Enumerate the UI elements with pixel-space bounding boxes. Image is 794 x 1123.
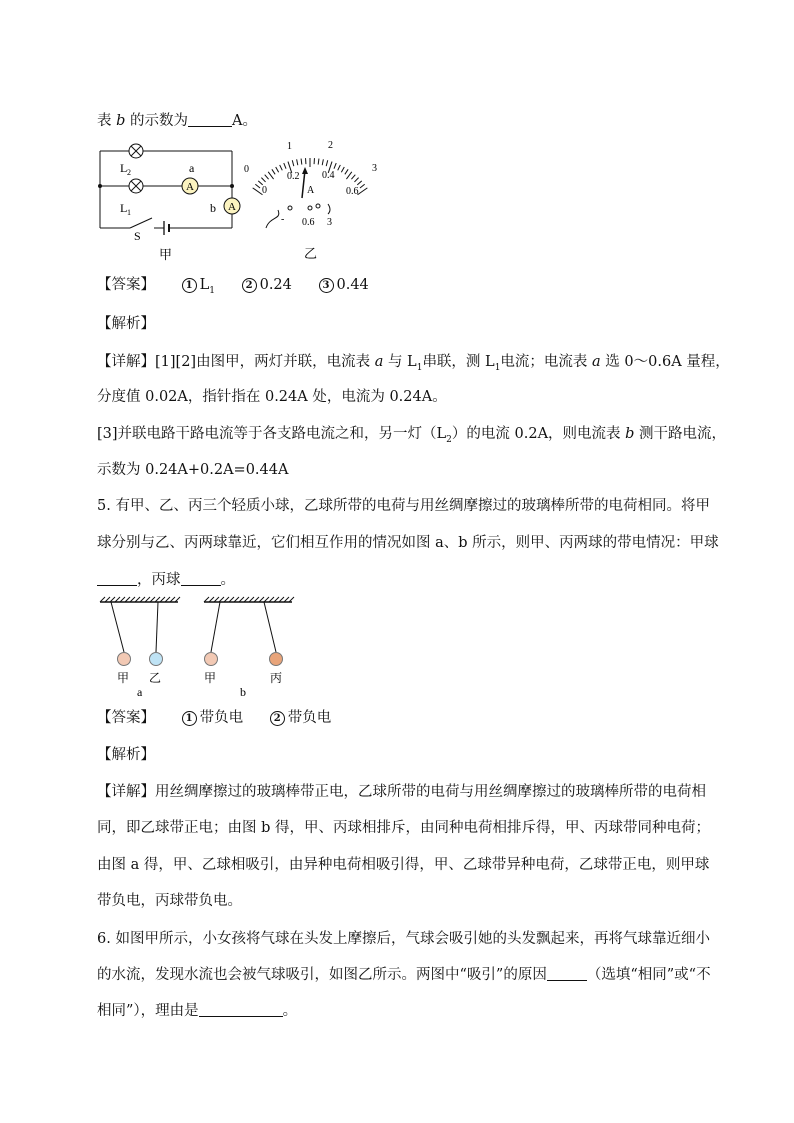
q4-detail-line-1: 【详解】[1][2]由图甲，两灯并联，电流表 a 与 $L_1$串联，测 $L_1$电流；电流表 a 选 0～0.6A 量程，: [97, 354, 730, 373]
ammeter-a-icon: [182, 178, 198, 194]
lamp-l2-icon: [129, 144, 143, 158]
dial-tick: [346, 172, 351, 179]
svg-text:0.4: 0.4: [322, 170, 335, 181]
answer-blank: [181, 571, 221, 586]
dial-tick: [322, 159, 323, 165]
dial-tick: [357, 181, 361, 185]
dial-tick: [360, 184, 365, 188]
dial-tick: [261, 178, 265, 182]
dial-tick: [292, 160, 294, 166]
dial-tick: [280, 165, 283, 170]
ammeter-b-icon: [224, 198, 240, 214]
pointer-needle: [302, 170, 305, 198]
svg-text:甲: 甲: [204, 671, 217, 685]
svg-text:b: b: [210, 201, 216, 215]
q5-detail-line-3: 由图 a 得，甲、乙球相吸引，由异种电荷相吸引得，甲、乙球带异种电荷，乙球带正电，则甲球: [97, 857, 710, 873]
svg-text:乙: 乙: [149, 671, 162, 685]
svg-text:0.2: 0.2: [287, 171, 300, 182]
q6-line-1: 6. 如图甲所示，小女孩将气球在头发上摩擦后，气球会吸引她的头发飘起来，再将气球靠近细小: [97, 931, 710, 947]
svg-text:乙: 乙: [304, 246, 318, 261]
svg-text:0.6: 0.6: [302, 217, 315, 228]
svg-text:0.6: 0.6: [346, 186, 359, 197]
q5-line-3: ，丙球 。: [97, 570, 235, 590]
dial-tick: [318, 159, 319, 165]
answer-blank: [188, 112, 232, 127]
ball-jia-a: [118, 653, 131, 666]
svg-text:1: 1: [287, 141, 292, 152]
svg-text:2: 2: [328, 140, 333, 151]
svg-text:a: a: [137, 685, 143, 699]
svg-text:甲: 甲: [159, 247, 173, 262]
svg-text:2: 2: [127, 168, 131, 177]
svg-text:3: 3: [327, 217, 332, 228]
q5-analysis-label: 【解析】: [97, 747, 155, 763]
svg-text:1: 1: [127, 208, 131, 217]
svg-text:b: b: [240, 685, 246, 699]
q5-detail-line-2: 同，即乙球带正电；由图 b 得，甲、丙球相排斥，由同种电荷相排斥得，甲、丙球带同种电荷；: [97, 820, 710, 836]
q5-detail-line-1: 【详解】用丝绸摩擦过的玻璃棒带正电，乙球所带的电荷与用丝绸摩擦过的玻璃棒所带的电荷相: [97, 784, 706, 800]
dial-tick: [265, 175, 269, 180]
dial-tick: [272, 169, 275, 174]
svg-text:A: A: [307, 185, 315, 196]
svg-text:A: A: [228, 201, 236, 213]
dial-tick: [341, 167, 344, 172]
svg-text:a: a: [189, 161, 195, 175]
q5-detail-line-4: 带负电，丙球带负电。: [97, 893, 242, 909]
dial-tick: [358, 188, 368, 195]
q4-detail-line-3: [3]并联电路干路电流等于各支路电流之和，另一灯$(L_2)$的电流 0.2A，则电流表 b 测干路电流，: [97, 426, 727, 445]
q5-line-1: 5. 有甲、乙、丙三个轻质小球，乙球所带的电荷与用丝绸摩擦过的玻璃棒所带的电荷相同。将甲: [97, 498, 710, 514]
q4-analysis-label: 【解析】: [97, 316, 155, 332]
circuit-diagram: [96, 138, 246, 264]
dial-tick: [301, 159, 302, 165]
dial-tick: [345, 169, 348, 174]
q6-line-3: 相同”），理由是 。: [97, 1003, 298, 1019]
svg-text:A: A: [186, 181, 194, 193]
svg-text:L: L: [120, 201, 128, 215]
dial-tick: [268, 172, 273, 179]
q4-answer: 【答案】 1 $L_1$ 2 0.24 3 0.44: [97, 277, 369, 296]
svg-text:3: 3: [372, 163, 377, 174]
answer-blank: [97, 571, 137, 586]
ball-bing: [270, 653, 283, 666]
svg-text:0: 0: [244, 164, 249, 175]
svg-text:-: -: [281, 214, 285, 225]
lamp-l1-icon: [129, 179, 143, 193]
svg-text:S: S: [134, 229, 141, 243]
dial-tick: [338, 165, 341, 170]
svg-text:0: 0: [262, 185, 267, 196]
dial-tick: [326, 160, 328, 166]
dial-tick: [276, 167, 279, 172]
answer-blank: [547, 966, 587, 981]
dial-tick: [284, 163, 286, 169]
ammeter-dial-diagram: [240, 136, 390, 264]
svg-text:L: L: [120, 161, 128, 175]
q4-tail-line: 表 b 的示数为 A。: [97, 113, 257, 129]
dial-tick: [351, 175, 355, 180]
q5-line-2: 球分别与乙、丙两球靠近，它们相互作用的情况如图 a、b 所示，则甲、丙两球的带电情况：甲球: [97, 535, 719, 551]
dial-tick: [255, 184, 260, 188]
svg-text:丙: 丙: [270, 671, 283, 685]
dial-tick: [354, 178, 358, 182]
q6-line-2: 的水流，发现水流也会被气球吸引，如图乙所示。两图中“吸引”的原因 （选填“相同”或“不: [97, 967, 711, 983]
svg-text:甲: 甲: [117, 671, 130, 685]
q4-detail-line-2: 分度值 0.02A，指针指在 0.24A 处，电流为 0.24A。: [97, 389, 447, 405]
ball-jia-b: [205, 653, 218, 666]
dial-tick: [297, 159, 298, 165]
dial-tick: [253, 188, 263, 195]
ball-yi: [150, 653, 163, 666]
q5-answer: 【答案】 1 带负电 2 带负电: [97, 710, 332, 726]
answer-blank: [199, 1002, 283, 1017]
charged-balls-diagram: [96, 596, 296, 700]
dial-tick: [334, 163, 336, 169]
q4-detail-line-4: 示数为 0.24A+0.2A=0.44A: [97, 462, 289, 478]
